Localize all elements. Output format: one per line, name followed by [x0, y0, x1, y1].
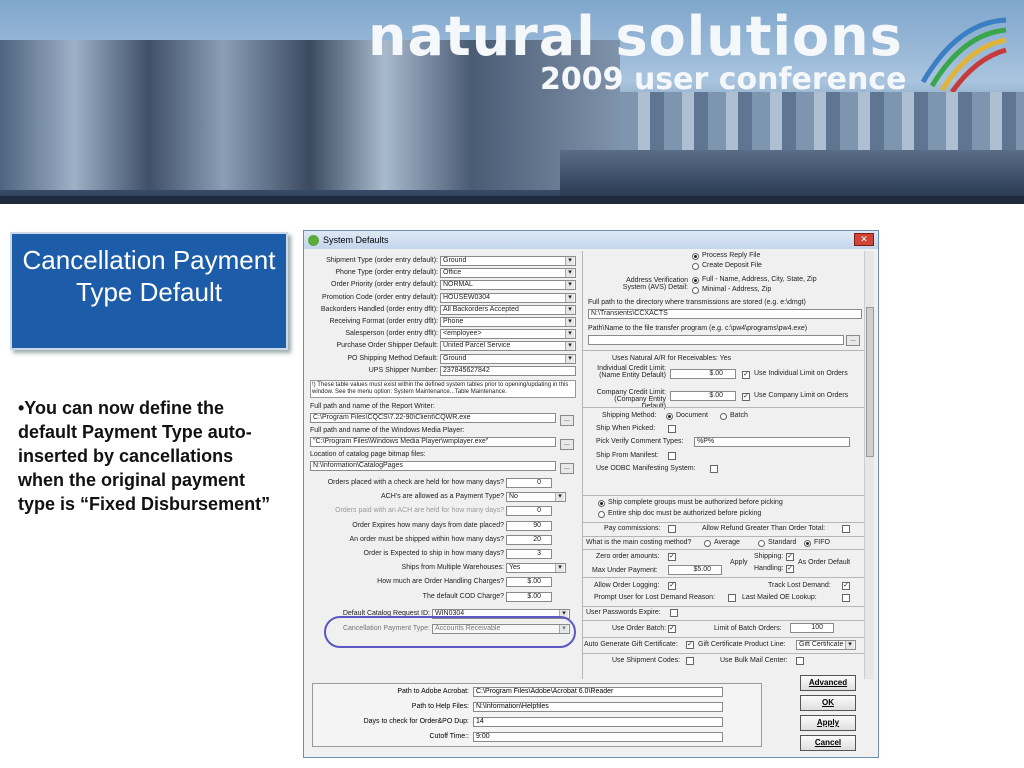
refund-label: Allow Refund Greater Than Order Total: [702, 525, 826, 532]
batch-limit-input[interactable]: 100 [790, 623, 834, 633]
avs-minimal-radio[interactable] [692, 287, 699, 294]
gift-line-select[interactable]: Gift Certificate ▾ [796, 640, 856, 650]
bottom-label: Cutoff Time:: [429, 733, 469, 740]
slide-heading-box [10, 232, 288, 350]
path-label: Location of catalog page bitmap files: [310, 451, 426, 458]
ship-codes-checkbox[interactable] [686, 657, 694, 665]
bottom-input[interactable]: N:\Information\Helpfiles [473, 702, 723, 712]
field-select[interactable]: <employee> ▾ [440, 329, 576, 339]
bottom-input[interactable]: C:\Program Files\Adobe\Acrobat 6.0\Reader [473, 687, 723, 697]
costing-label: What is the main costing method? [586, 539, 692, 546]
ok-button[interactable]: OK [800, 695, 856, 711]
order-batch-label: Use Order Batch: [612, 625, 667, 632]
path-input[interactable]: C:\Program Files\CQCS\7.22-90\Client\CQWR.exe [310, 413, 556, 423]
handling-label: Handling: [754, 565, 784, 572]
app-icon [308, 235, 319, 246]
setting-input[interactable]: Yes ▾ [506, 563, 566, 573]
field-label: PO Shipping Method Default: [347, 354, 438, 362]
ind-credit-input[interactable]: $.00 [670, 369, 736, 379]
pw-expire-checkbox[interactable] [670, 609, 678, 617]
ind-limit-label: Use Individual Limit on Orders [754, 370, 848, 377]
create-deposit-label: Create Deposit File [702, 262, 762, 269]
field-label: Backorders Handled (order entry dflt): [320, 305, 438, 313]
avs-label: Address Verification System (AVS) Detail: [622, 277, 688, 291]
shipping-checkbox[interactable]: ✓ [787, 553, 793, 560]
advanced-button[interactable]: Advanced [800, 675, 856, 691]
catalog-select[interactable]: WIN0304 ▾ [432, 609, 570, 619]
max-under-label: Max Under Payment: [592, 567, 658, 574]
complete-groups-label: Ship complete groups must be authorized before picking [608, 499, 783, 506]
divider [582, 637, 864, 638]
ship-manifest-checkbox[interactable] [668, 452, 676, 460]
vertical-scrollbar[interactable] [864, 251, 874, 679]
process-reply-radio[interactable] [692, 253, 699, 260]
fifo-radio[interactable] [804, 540, 811, 547]
setting-label: Orders placed with a check are held for how many days? [327, 479, 504, 486]
field-select[interactable]: NORMAL ▾ [440, 280, 576, 290]
ship-picked-label: Ship When Picked: [596, 425, 656, 432]
pick-verify-input[interactable]: %P% [694, 437, 850, 447]
ups-label: UPS Shipper Number: [368, 367, 438, 374]
bottom-label: Path to Help Files: [411, 703, 469, 710]
setting-input[interactable]: No ▾ [506, 492, 566, 502]
browse-button[interactable]: ... [560, 463, 574, 474]
divider [582, 407, 864, 408]
slide-heading: Cancellation Payment Type Default [22, 245, 276, 307]
setting-input[interactable]: $.00 [506, 577, 552, 587]
column-divider [582, 251, 583, 679]
zero-order-checkbox[interactable]: ✓ [669, 553, 675, 560]
max-under-input[interactable]: $5.00 [668, 565, 722, 575]
order-log-label: Allow Order Logging: [594, 582, 660, 589]
field-label: Phone Type (order entry default): [335, 269, 438, 277]
shipping-label: Shipping: [754, 553, 784, 560]
as-order-label: As Order Default [798, 559, 851, 566]
bottom-input[interactable]: 14 [473, 717, 723, 727]
uses-ar-text: Uses Natural A/R for Receivables: Yes [612, 355, 732, 362]
apply-button[interactable]: Apply [800, 715, 856, 731]
batch-label: Batch [730, 412, 748, 419]
gift-line-label: Gift Certificate Product Line: [698, 641, 786, 648]
bulk-mail-label: Use Bulk Mail Center: [720, 657, 788, 664]
create-deposit-radio[interactable] [692, 263, 699, 270]
ups-input[interactable]: 237845627842 [440, 366, 576, 376]
bottom-input[interactable]: 9:00 [473, 732, 723, 742]
path-input[interactable]: N:\Information\CatalogPages [310, 461, 556, 471]
setting-input[interactable]: 20 [506, 535, 552, 545]
field-select[interactable]: Ground ▾ [440, 354, 576, 364]
co-credit-label: Company Credit Limit: (Company Entity [596, 389, 666, 403]
setting-label: Order is Expected to ship in how many days? [363, 550, 504, 557]
odbc-checkbox[interactable] [710, 465, 718, 473]
setting-label: Order Expires how many days from date placed? [352, 521, 504, 529]
pay-comm-label: Pay commissions: [604, 525, 661, 532]
setting-label: Orders paid with an ACH are held for how many days? [335, 507, 504, 515]
document-radio[interactable] [666, 413, 673, 420]
entire-doc-radio[interactable] [598, 511, 605, 518]
setting-label: How much are Order Handling Charges? [377, 578, 504, 586]
ind-credit-label: Individual Credit Limit: (Name Entity Default) [597, 365, 666, 379]
setting-input[interactable]: 90 [506, 521, 552, 531]
process-reply-label: Process Reply File [702, 252, 761, 259]
bottom-panel [312, 683, 762, 747]
catalog-label: Default Catalog Request ID: [342, 610, 430, 617]
pw-expire-label: User Passwords Expire: [586, 609, 661, 616]
setting-input[interactable]: 3 [506, 549, 552, 559]
setting-input[interactable]: 0 [506, 478, 552, 488]
browse-button[interactable]: ... [560, 415, 574, 426]
batch-radio[interactable] [720, 413, 727, 420]
cancellation-payment-label: Cancellation Payment Type: [342, 625, 430, 632]
pick-verify-label: Pick Verify Comment Types: [596, 438, 684, 445]
field-select[interactable]: HOUSEW0304 ▾ [440, 293, 576, 303]
field-label: Shipment Type (order entry default): [326, 257, 438, 264]
xfer-browse-button[interactable]: ... [846, 335, 860, 346]
track-lost-label: Track Lost Demand: [768, 582, 831, 589]
field-select[interactable]: Ground ▾ [440, 256, 576, 266]
handling-checkbox[interactable]: ✓ [787, 565, 793, 572]
track-lost-checkbox[interactable]: ✓ [843, 582, 849, 589]
cancellation-payment-select[interactable]: Accounts Receivable ▾ [432, 624, 570, 634]
cancel-button[interactable]: Cancel [800, 735, 856, 751]
field-label: Order Priority (order entry default): [331, 281, 438, 289]
bottom-label: Days to check for Order&PO Dup: [363, 718, 469, 725]
divider [582, 495, 864, 496]
average-label: Average [714, 539, 740, 546]
dir-label: Full path to the directory where transmissions are stored (e.g. e:\dmgt) [588, 299, 806, 306]
setting-input[interactable]: $.00 [506, 592, 552, 602]
field-label: Salesperson (order entry dflt): [345, 330, 438, 338]
prompt-lost-label: Prompt User for Lost Demand Reason: [594, 594, 715, 601]
path-label: Full path and name of the Report Writer: [310, 403, 435, 410]
xfer-label: Path\Name to the file transfer program (e.g. c:\pw4\programs\pw4.exe) [588, 325, 808, 332]
field-label: Purchase Order Shipper Default: [336, 342, 438, 350]
conference-banner [0, 0, 1024, 204]
order-log-checkbox[interactable]: ✓ [669, 582, 675, 589]
banner-subtitle: 2009 user conference [540, 62, 907, 97]
divider [582, 350, 864, 351]
divider [582, 620, 864, 621]
last-mailed-checkbox[interactable] [842, 594, 850, 602]
field-label: Receiving Format (order entry dflt): [329, 318, 438, 325]
setting-label: Ships from Multiple Warehouses: [401, 564, 504, 572]
bottom-label: Path to Adobe Acrobat: [397, 688, 469, 695]
order-batch-checkbox[interactable]: ✓ [669, 625, 675, 632]
divider [582, 577, 864, 578]
divider [582, 522, 864, 523]
divider [582, 653, 864, 654]
average-radio[interactable] [704, 540, 711, 547]
complete-groups-radio[interactable] [598, 500, 605, 507]
field-select[interactable]: Office ▾ [440, 268, 576, 278]
batch-limit-label: Limit of Batch Orders: [714, 625, 782, 632]
fifo-label: FIFO [814, 539, 830, 546]
apply-label: Apply [730, 559, 748, 566]
scroll-thumb[interactable] [866, 307, 874, 457]
ind-limit-checkbox[interactable]: ✓ [743, 371, 749, 378]
field-select[interactable]: All Backorders Accepted ▾ [440, 305, 576, 315]
avs-full-radio[interactable] [692, 277, 699, 284]
co-credit-input[interactable]: $.00 [670, 391, 736, 401]
browse-button[interactable]: ... [560, 439, 574, 450]
gift-cert-label: Auto Generate Gift Certificate: [584, 641, 678, 648]
logo-swoosh-icon [918, 12, 1008, 92]
banner-title: natural solutions [368, 5, 903, 68]
setting-label: The default COD Charge? [422, 592, 504, 600]
path-input[interactable]: "C:\Program Files\Windows Media Player\wmplayer.exe" [310, 437, 556, 447]
ship-manifest-label: Ship From Manifest: [596, 452, 659, 459]
slide-bullet: •You can now define the default Payment Type auto-inserted by cancellations when the original payment type is “Fixed Disbursement” [18, 398, 271, 514]
field-select[interactable]: United Parcel Service ▾ [440, 341, 576, 351]
avs-full-label: Full - Name, Address, City, State, Zip [702, 276, 817, 283]
field-select[interactable]: Phone ▾ [440, 317, 576, 327]
last-mailed-label: Last Mailed OE Lookup: [742, 594, 817, 601]
path-label: Full path and name of the Windows Media Player: [310, 427, 465, 434]
setting-label: An order must be shipped within how many days? [349, 535, 504, 543]
window-titlebar [304, 231, 878, 249]
divider [582, 606, 864, 607]
standard-radio[interactable] [758, 540, 765, 547]
ship-method-label: Shipping Method: [602, 412, 657, 419]
document-label: Document [676, 412, 708, 419]
system-defaults-window [303, 230, 879, 758]
divider [582, 536, 864, 537]
window-title: System Defaults [323, 235, 389, 245]
gift-cert-checkbox[interactable]: ✓ [687, 641, 693, 648]
entire-doc-label: Entire ship doc must be authorized before picking [608, 510, 762, 517]
pay-comm-checkbox[interactable] [668, 525, 676, 533]
form-body [308, 251, 874, 679]
bulk-mail-checkbox[interactable] [796, 657, 804, 665]
avs-minimal-label: Minimal - Address, Zip [702, 286, 772, 293]
co-limit-checkbox[interactable]: ✓ [743, 393, 749, 400]
standard-label: Standard [768, 539, 797, 546]
field-label: Promotion Code (order entry default): [322, 293, 438, 301]
zero-order-label: Zero order amounts: [596, 553, 660, 560]
dir-input[interactable]: N:\Transients\CCXACTS [588, 309, 862, 319]
prompt-lost-checkbox[interactable] [728, 594, 736, 602]
ship-codes-label: Use Shipment Codes: [612, 657, 681, 664]
highlight-circle [324, 616, 576, 648]
odbc-label: Use ODBC Manifesting System: [596, 465, 696, 472]
ship-picked-checkbox[interactable] [668, 425, 676, 433]
city-skyline [620, 92, 1024, 154]
close-button[interactable]: ✕ [854, 233, 874, 246]
table-note: !) These table values must exist within the defined system tables prior to opening/updating in this window. See the menu option: System Maintenance...Table Maintenance. [310, 380, 576, 398]
divider [582, 549, 864, 550]
setting-input[interactable]: 0 [506, 506, 552, 516]
banner-shadow [0, 196, 1024, 204]
setting-label: ACH's are allowed as a Payment Type? [381, 493, 504, 501]
refund-checkbox[interactable] [842, 525, 850, 533]
xfer-input[interactable] [588, 335, 844, 345]
co-limit-label: Use Company Limit on Orders [754, 392, 849, 399]
